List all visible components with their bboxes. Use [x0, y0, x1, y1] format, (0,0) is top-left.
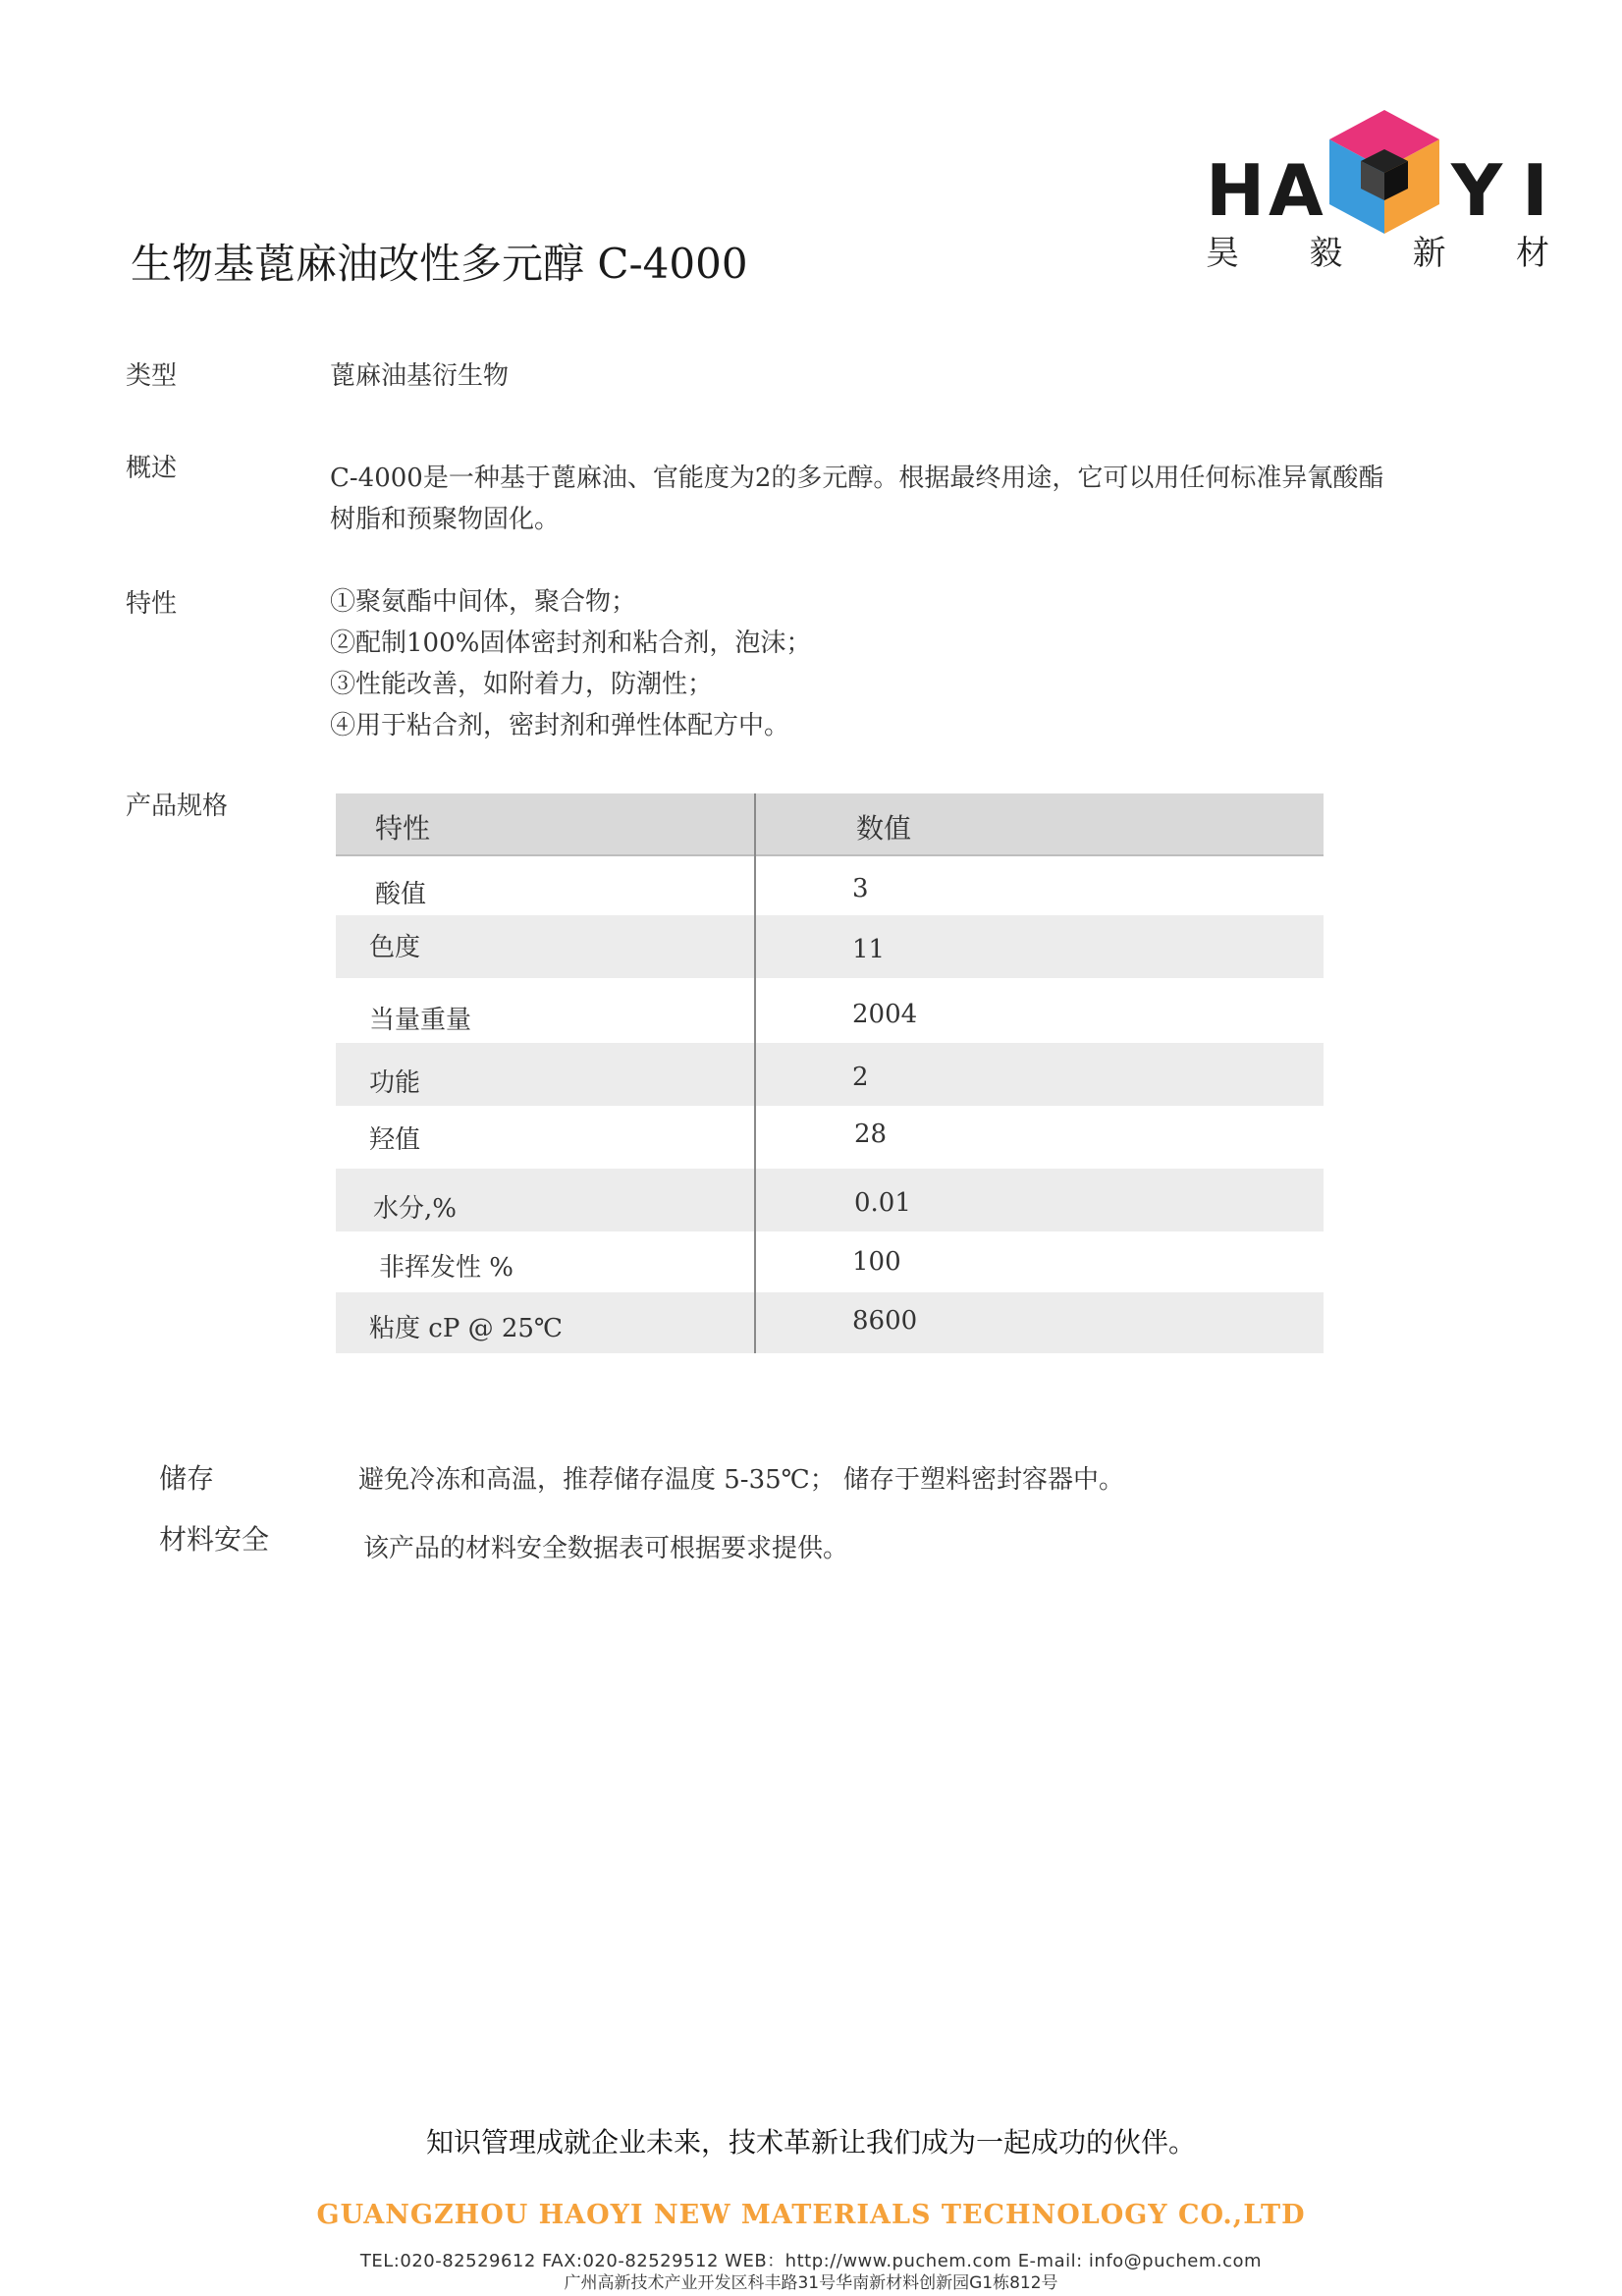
company-logo	[1206, 110, 1549, 277]
table-row	[336, 915, 1324, 978]
logo-cube-icon	[1329, 110, 1439, 234]
table-row	[336, 854, 1324, 915]
table-row	[336, 1292, 1324, 1353]
feature-line-4: ④用于粘合剂，密封剂和弹性体配方中。	[330, 711, 790, 740]
type-text: 蓖麻油基衍生物	[330, 361, 510, 391]
logo-letter-h: H	[1206, 149, 1268, 232]
logo-letter-i: I	[1522, 149, 1550, 232]
logo-subtitle-char: 新	[1412, 234, 1446, 273]
logo-subtitle	[1206, 226, 1549, 274]
spec-table	[336, 793, 1324, 1353]
feature-line-2: ②配制100%固体密封剂和粘合剂，泡沫；	[330, 629, 812, 658]
features-label: 特性	[126, 589, 178, 619]
table-cell-property: 色度	[369, 933, 421, 962]
table-cell-property: 水分,%	[373, 1194, 457, 1224]
table-cell-property: 当量重量	[369, 1006, 472, 1035]
footer-contact: TEL:020-82529612 FAX:020-82529512 WEB：http://www.puchem.com E-mail: info@puchem.com	[359, 2251, 1263, 2271]
table-cell-value: 11	[852, 935, 886, 964]
type-label: 类型	[126, 361, 178, 391]
table-cell-property: 羟值	[369, 1125, 421, 1155]
footer-address: 广州高新技术产业开发区科丰路31号华南新材料创新园G1栋812号	[564, 2273, 1058, 2293]
table-cell-property: 功能	[369, 1068, 421, 1098]
table-header-value: 数值	[856, 812, 912, 845]
table-cell-value: 28	[854, 1120, 888, 1149]
table-row	[336, 1043, 1324, 1106]
logo-letter-a: A	[1269, 149, 1325, 232]
overview-line-1: C-4000是一种基于蓖麻油、官能度为2的多元醇。根据最终用途，它可以用任何标准异氰酸酯	[330, 464, 1384, 493]
footer-company: GUANGZHOU HAOYI NEW MATERIALS TECHNOLOGY CO.,LTD	[316, 2200, 1306, 2230]
storage-text: 避免冷冻和高温，推荐储存温度 5-35℃； 储存于塑料密封容器中。	[358, 1465, 1125, 1495]
table-row	[336, 978, 1324, 1043]
table-row	[336, 1231, 1324, 1292]
table-cell-property: 酸值	[375, 880, 427, 909]
table-cell-property: 非挥发性 %	[379, 1253, 514, 1283]
feature-line-3: ③性能改善，如附着力，防潮性；	[330, 670, 714, 699]
storage-label: 储存	[159, 1462, 215, 1495]
table-cell-value: 100	[852, 1247, 901, 1277]
page-title: 生物基蓖麻油改性多元醇 C-4000	[131, 240, 748, 288]
logo-subtitle-char: 材	[1515, 234, 1549, 273]
table-cell-value: 3	[852, 874, 869, 903]
overview-label: 概述	[126, 454, 178, 483]
table-cell-value: 2	[852, 1063, 869, 1092]
logo-subtitle-char: 昊	[1206, 234, 1239, 273]
table-row	[336, 1106, 1324, 1169]
feature-line-1: ①聚氨酯中间体，聚合物；	[330, 587, 637, 617]
table-row	[336, 1169, 1324, 1231]
safety-label: 材料安全	[159, 1523, 270, 1556]
table-header	[336, 793, 1324, 856]
overview-line-2: 树脂和预聚物固化。	[330, 505, 561, 534]
table-header-property: 特性	[375, 812, 431, 845]
table-cell-property: 粘度 cP @ 25℃	[369, 1314, 564, 1343]
logo-letter-y: Y	[1451, 149, 1505, 232]
table-cell-value: 2004	[852, 1000, 918, 1029]
footer-slogan: 知识管理成就企业未来，技术革新让我们成为一起成功的伙伴。	[425, 2126, 1196, 2159]
logo-subtitle-char: 毅	[1309, 234, 1343, 273]
safety-text: 该产品的材料安全数据表可根据要求提供。	[363, 1534, 849, 1563]
table-cell-value: 8600	[852, 1306, 918, 1336]
spec-label: 产品规格	[126, 792, 229, 821]
table-cell-value: 0.01	[854, 1188, 911, 1218]
table-divider	[754, 793, 756, 1353]
